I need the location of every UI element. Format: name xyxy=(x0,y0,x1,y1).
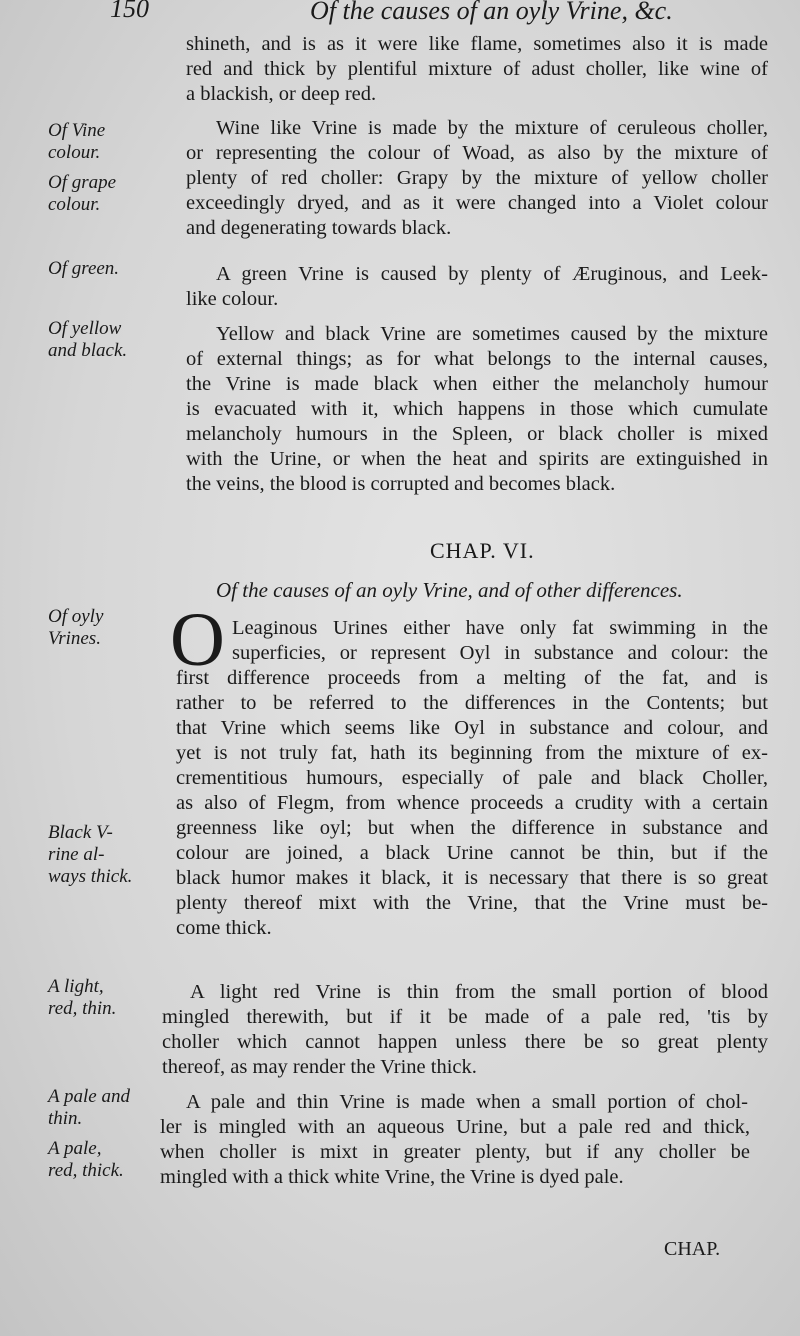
text-line: with the Urine, or when the heat and spirits are extinguished in xyxy=(186,448,768,470)
text-line: shineth, and is as it were like flame, sometimes also it is made xyxy=(186,33,768,55)
text-line: that Vrine which seems like Oyl in substance and colour, and xyxy=(176,717,768,739)
text-line: black humor makes it black, it is necessary that there is so great xyxy=(176,867,768,889)
text-line: ler is mingled with an aqueous Urine, but a pale red and thick, xyxy=(160,1116,750,1138)
text-line: is evacuated with it, which happens in those which cumulate xyxy=(186,398,768,420)
text-line: of external things; as for what belongs to the internal causes, xyxy=(186,348,768,370)
text-line: yet is not truly fat, hath its beginning from the mixture of ex- xyxy=(176,742,768,764)
paragraph-6 xyxy=(190,980,768,1005)
running-header xyxy=(110,0,770,28)
text-line: A light red Vrine is thin from the small portion of blood xyxy=(190,981,768,1003)
paragraph-2 xyxy=(216,116,768,141)
drop-cap: O xyxy=(170,598,225,682)
paragraph-5 xyxy=(232,616,768,666)
text-line: greenness like oyl; but when the difference in substance and xyxy=(176,817,768,839)
paragraph-7-cont xyxy=(160,1115,750,1190)
text-line: Yellow and black Vrine are sometimes caused by the mixture xyxy=(216,323,768,345)
paragraph-2-cont xyxy=(186,141,768,241)
paragraph-5-cont xyxy=(176,666,768,941)
text-line: the Vrine is made black when either the melancholy humour xyxy=(186,373,768,395)
sidenote-vine-colour: Of Vine colour. xyxy=(48,120,106,163)
text-line: or representing the colour of Woad, as also by the mixture of xyxy=(186,142,768,164)
text-line: come thick. xyxy=(176,917,272,939)
text-line: when choller is mixt in greater plenty, but if any choller be xyxy=(160,1141,750,1163)
text-line: crementitious humours, especially of pale and black Choller, xyxy=(176,767,768,789)
text-line: colour are joined, a black Urine cannot be thin, but if the xyxy=(176,842,768,864)
chapter-subtitle: Of the causes of an oyly Vrine, and of other differences. xyxy=(216,578,683,602)
text-line: Leaginous Urines either have only fat swimming in the xyxy=(232,617,768,639)
text-line: a blackish, or deep red. xyxy=(186,83,377,105)
text-line: superficies, or represent Oyl in substance and colour: the xyxy=(232,642,768,664)
sidenote-pale-red-thick: A pale, red, thick. xyxy=(48,1138,124,1181)
text-line: melancholy humours in the Spleen, or black choller is mixed xyxy=(186,423,768,445)
text-line: the veins, the blood is corrupted and becomes black. xyxy=(186,473,616,495)
sidenote-pale-thin: A pale and thin. xyxy=(48,1086,130,1129)
text-line: plenty thereof mixt with the Vrine, that the Vrine must be- xyxy=(176,892,768,914)
text-line: A green Vrine is caused by plenty of Æruginous, and Leek- xyxy=(216,263,768,285)
sidenote-grape-colour: Of grape colour. xyxy=(48,172,117,215)
paragraph-3 xyxy=(216,262,768,287)
chapter-heading: CHAP. VI. xyxy=(430,538,535,563)
page-number: 150 xyxy=(110,0,149,23)
paragraph-4 xyxy=(216,322,768,347)
sidenote-oyly-vrines: Of oyly Vrines. xyxy=(48,606,104,649)
text-line: like colour. xyxy=(186,288,279,310)
paragraph-3-cont xyxy=(186,287,768,312)
text-line: as also of Flegm, from whence proceeds a crudity with a certain xyxy=(176,792,768,814)
text-line: Wine like Vrine is made by the mixture of ceruleous choller, xyxy=(216,117,768,139)
text-line: plenty of red choller: Grapy by the mixture of yellow choller xyxy=(186,167,768,189)
text-line: exceedingly dryed, and as it were changed into a Violet colour xyxy=(186,192,768,214)
catchword: CHAP. xyxy=(664,1238,721,1260)
sidenote-black-thick: Black V- rine al- ways thick. xyxy=(48,822,133,887)
text-line: thereof, as may render the Vrine thick. xyxy=(162,1056,477,1078)
sidenote-light-red-thin: A light, red, thin. xyxy=(48,976,117,1019)
paragraph-1 xyxy=(186,32,768,107)
text-line: A pale and thin Vrine is made when a small portion of chol- xyxy=(186,1091,748,1113)
paragraph-7 xyxy=(186,1090,748,1115)
text-line: first difference proceeds from a melting of the fat, and is xyxy=(176,667,768,689)
sidenote-green: Of green. xyxy=(48,258,120,279)
paragraph-4-cont xyxy=(186,347,768,497)
sidenote-yellow-black: Of yellow and black. xyxy=(48,318,128,361)
text-line: choller which cannot happen unless there be so great plenty xyxy=(162,1031,768,1053)
text-line: rather to be referred to the differences in the Contents; but xyxy=(176,692,768,714)
text-line: mingled therewith, but if it be made of a pale red, 'tis by xyxy=(162,1006,768,1028)
text-line: red and thick by plentiful mixture of adust choller, like wine of xyxy=(186,58,768,80)
text-line: and degenerating towards black. xyxy=(186,217,452,239)
text-line: mingled with a thick white Vrine, the Vrine is dyed pale. xyxy=(160,1166,624,1188)
paragraph-6-cont xyxy=(162,1005,768,1080)
running-title: Of the causes of an oyly Vrine, &c. xyxy=(310,0,673,25)
